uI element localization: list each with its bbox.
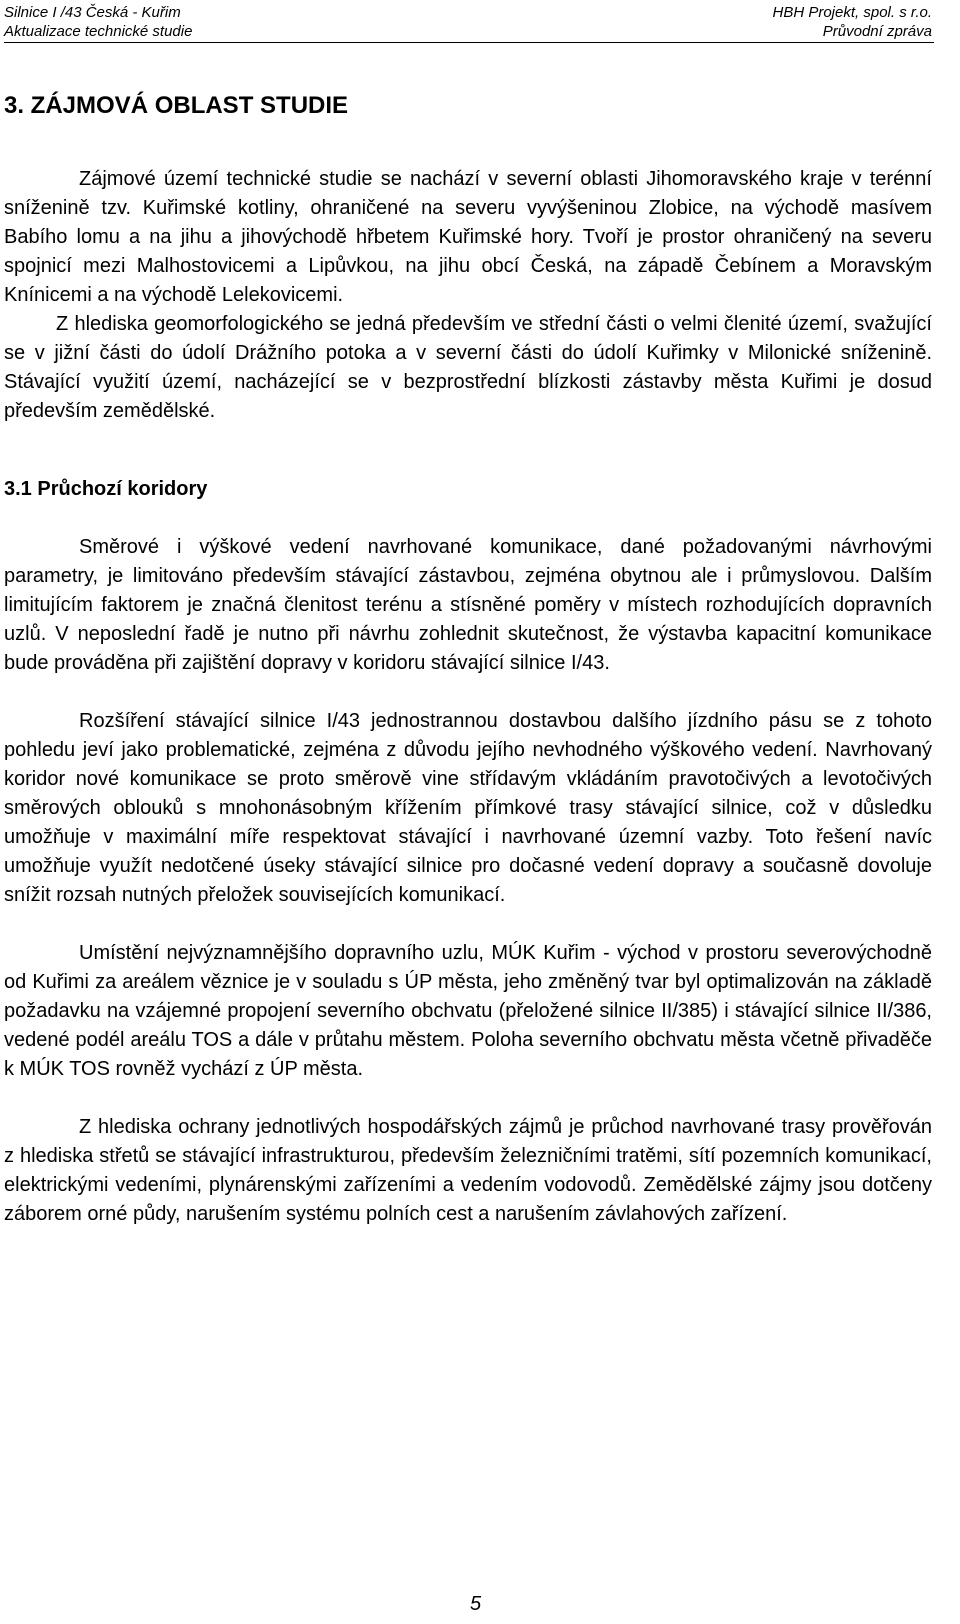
page-number: 5 [470,1593,482,1615]
spacer [4,1084,932,1113]
header-document-subtitle: Aktualizace technické studie [4,23,193,40]
header-project-title: Silnice I /43 Česká - Kuřim [4,4,181,21]
subsection-paragraph-4: Z hlediska ochrany jednotlivých hospodářských zájmů je průchod navrhované trasy prověřován z hlediska střetů se stávající infrastrukturou, především železničními tratěmi, sítí pozemních komunikací, elektrickými vedeními, plynárenskými zařízeními a vedením vodovodů. Zemědělské zájmy jsou dotčeny záborem orné půdy, narušením systému polních cest a narušením závlahových zařízení. [4,1116,932,1225]
spacer [4,678,932,707]
subsection-paragraph-1: Směrové i výškové vedení navrhované komunikace, dané požadovanými návrhovými parametry, je limitováno především stávající zástavbou, zejména obytnou ale i průmyslovou. Dalším limitujícím faktorem je značná členitost terénu a stísněné poměry v místech rozhodujících dopravních uzlů. V neposlední řadě je nutno při návrhu zohlednit skutečnost, že výstavba kapacitní komunikace bude prováděna při zajištění dopravy v koridoru stávající silnice I/43. [4,536,932,674]
section-paragraph-2: Z hlediska geomorfologického se jedná především ve střední části o velmi členité území, svažující se v jižní části do údolí Drážního potoka a v severní části do údolí Kuřimky v Milonické sníženině. Stávající využití území, nacházející se v bezprostřední blízkosti zástavby města Kuřimi je dosud především zemědělské. [4,313,932,422]
header-right [773,3,933,41]
header-company: HBH Projekt, spol. s r.o. [772,4,932,21]
header-divider [4,42,934,43]
spacer [4,910,932,939]
subsection-paragraph-2: Rozšíření stávající silnice I/43 jednostrannou dostavbou dalšího jízdního pásu se z tohoto pohledu jeví jako problematické, zejména z důvodu jejího nevhodného výškového vedení. Navrhovaný koridor nové komunikace se proto směrově vine střídavým vkládáním pravotočivých a levotočivých směrových oblouků s mnohonásobným křížením přímkové trasy stávající silnice, což v důsledku umožňuje v maximální míře respektovat stávající i navrhované územní vazby. Toto řešení navíc umožňuje využít nedotčené úseky stávající silnice pro dočasné vedení dopravy a současně dovoluje snížit rozsah nutných přeložek souvisejících komunikací. [4,710,932,906]
page-body [4,80,932,1229]
spacer [4,426,932,469]
subsection-paragraph-3: Umístění nejvýznamnějšího dopravního uzlu, MÚK Kuřim - východ v prostoru severovýchodně od Kuřimi za areálem věznice je v souladu s ÚP města, jeho změněný tvar byl optimalizován na základě požadavku na vzájemné propojení severního obchvatu (přeložené silnice II/385) i stávající silnice II/386, vedené podél areálu TOS a dále v průtahu městem. Poloha severního obchvatu města včetně přivaděče k MÚK TOS rovněž vychází z ÚP města. [4,942,932,1080]
spacer [4,509,932,533]
section-paragraph-1: Zájmové území technické studie se nachází v severní oblasti Jihomoravského kraje v terénní sníženině tzv. Kuřimské kotliny, ohraničené na severu vyvýšeninou Zlobice, na východě masívem Babího lomu a na jihu a jihovýchodě hřbetem Kuřimské hory. Tvoří je prostor ohraničený na severu spojnicí mezi Malhostovicemi a Lipůvkou, na jihu obcí Česká, na západě Čebínem a Moravským Knínicemi a na východě Lelekovicemi. [4,168,932,306]
header-document-type: Průvodní zpráva [822,23,932,40]
header-left [4,3,192,41]
subsection-heading: 3.1 Průchozí koridory [4,478,208,500]
spacer [4,132,932,165]
section-heading: 3. ZÁJMOVÁ OBLAST STUDIE [4,92,349,119]
